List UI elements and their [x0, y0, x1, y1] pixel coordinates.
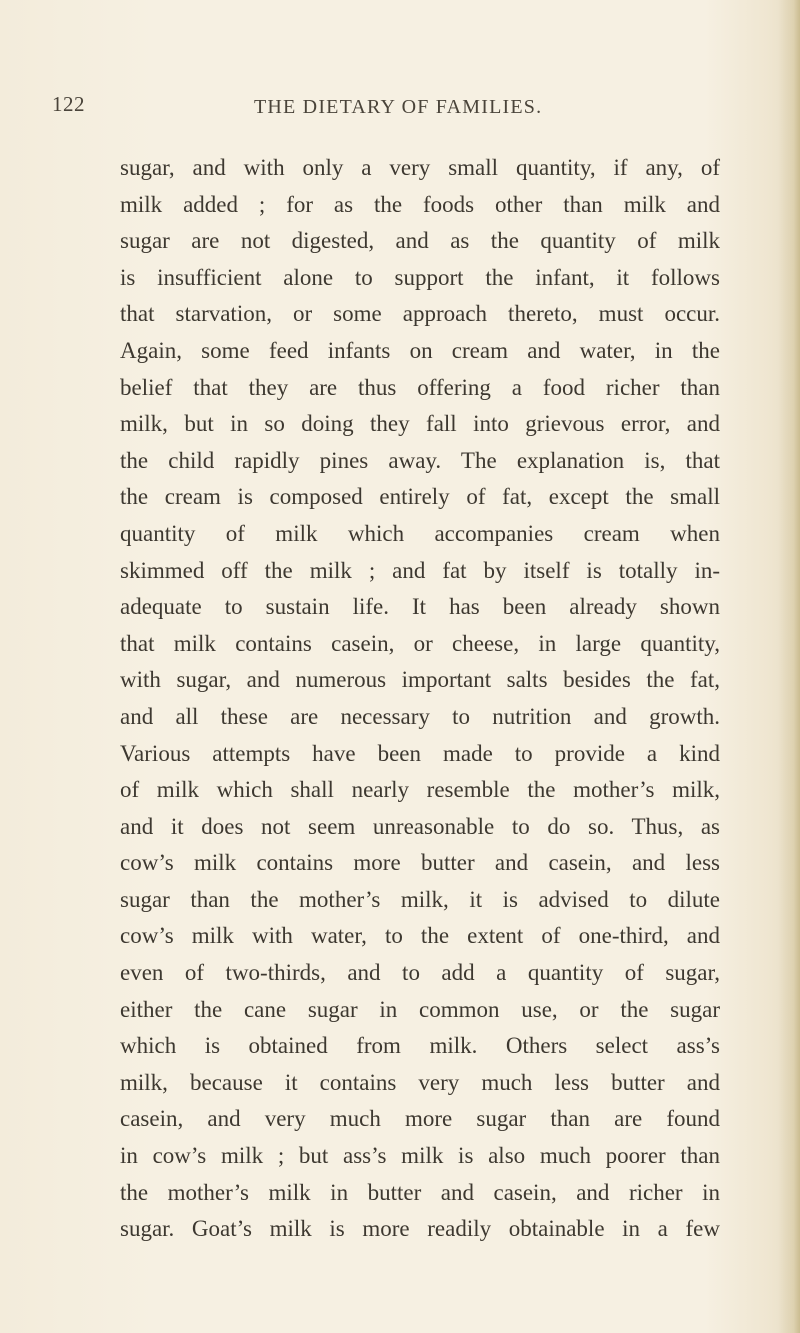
text-line: belief that they are thus offering a food richer than — [120, 374, 720, 400]
text-line: casein, and very much more sugar than are found — [120, 1106, 720, 1132]
text-line: even of two-thirds, and to add a quantity of sugar, — [120, 960, 720, 986]
text-line: that starvation, or some approach thereto, must occur. — [120, 301, 720, 327]
text-line: sugar. Goat’s milk is more readily obtainable in a few — [120, 1216, 720, 1242]
text-line: adequate to sustain life. It has been already shown — [120, 594, 720, 620]
text-line: with sugar, and numerous important salts besides the fat, — [120, 667, 720, 693]
text-line: the child rapidly pines away. The explanation is, that — [120, 447, 720, 473]
text-line: sugar than the mother’s milk, it is advised to dilute — [120, 886, 720, 912]
text-line: quantity of milk which accompanies cream when — [120, 520, 720, 546]
text-line: of milk which shall nearly resemble the mother’s milk, — [120, 777, 720, 803]
text-line: cow’s milk with water, to the extent of one-third, and — [120, 923, 720, 949]
text-line: and it does not seem unreasonable to do so. Thus, as — [120, 813, 720, 839]
text-line: milk added ; for as the foods other than milk and — [120, 191, 720, 217]
text-line: sugar, and with only a very small quantity, if any, of — [120, 155, 720, 180]
page-edge-stain — [778, 0, 800, 1333]
text-line: Again, some feed infants on cream and water, in the — [120, 337, 720, 363]
text-line: skimmed off the milk ; and fat by itself is totally in- — [120, 557, 720, 583]
page-number: 122 — [52, 92, 85, 116]
text-line: either the cane sugar in common use, or the sugar — [120, 996, 720, 1022]
text-line: is insufficient alone to support the infant, it follows — [120, 264, 720, 290]
text-line: the mother’s milk in butter and casein, and richer in — [120, 1179, 720, 1205]
text-line: that milk contains casein, or cheese, in large quantity, — [120, 630, 720, 656]
text-line: milk, but in so doing they fall into grievous error, and — [120, 411, 720, 437]
text-line: and all these are necessary to nutrition and growth. — [120, 703, 720, 729]
body-text — [120, 150, 720, 1248]
running-head: THE DIETARY OF FAMILIES. — [254, 96, 543, 118]
text-line: the cream is composed entirely of fat, except the small — [120, 484, 720, 510]
text-line: Various attempts have been made to provide a kind — [120, 740, 720, 766]
text-line: in cow’s milk ; but ass’s milk is also much poorer than — [120, 1143, 720, 1169]
text-line: cow’s milk contains more butter and casein, and less — [120, 850, 720, 876]
text-line: sugar are not digested, and as the quantity of milk — [120, 228, 720, 254]
text-line: milk, because it contains very much less butter and — [120, 1069, 720, 1095]
text-line: which is obtained from milk. Others select ass’s — [120, 1033, 720, 1059]
